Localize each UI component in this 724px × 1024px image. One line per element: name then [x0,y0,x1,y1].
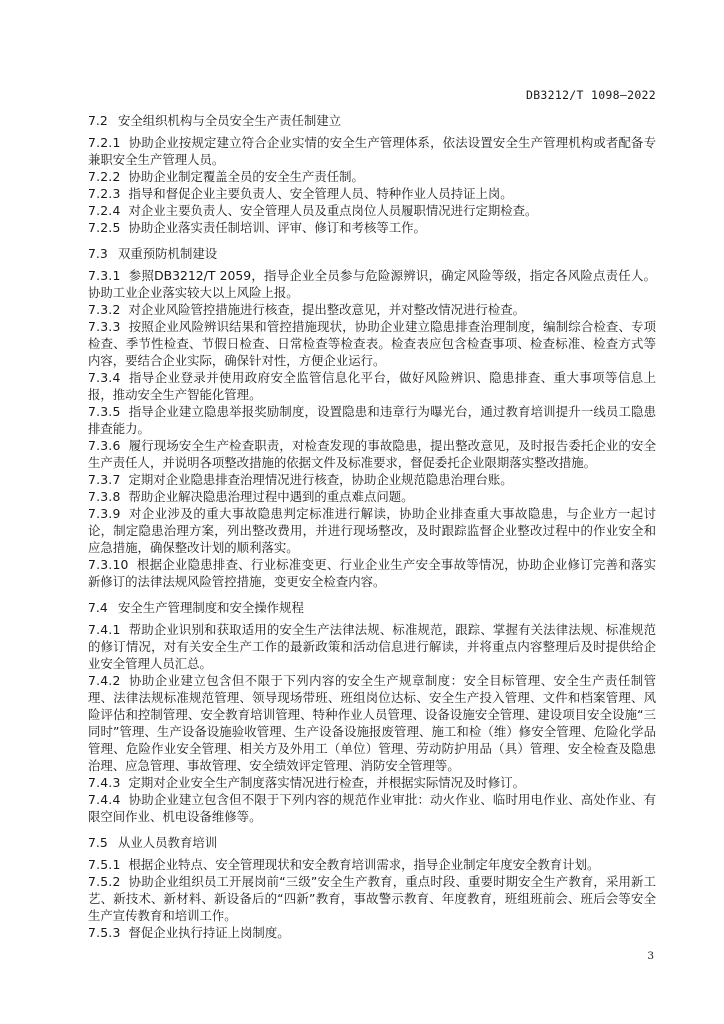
section-heading [88,599,656,616]
clause-text: 按照企业风险辨识结果和管控措施现状，协助企业建立隐患排查治理制度，编制综合检查、专项检查、季节性检查、节假日检查、日常检查等检查表。检查表应包含检查事项、检查标准、检查方式等内容，要结合企业实际，确保针对性，方便企业运行。 [88,319,656,368]
clause-number: 7.5.2 [88,874,121,889]
section-title: 安全组织机构与全员安全生产责任制建立 [118,113,342,128]
section-number: 7.5 [88,835,108,850]
clause-text: 根据企业隐患排查、行业标准变更、行业企业生产安全事故等情况，协助企业修订完善和落实新修订的法律法规风险管控措施，变更安全检查内容。 [88,557,656,589]
document-body [88,108,656,941]
clause [88,471,656,488]
clause [88,437,656,471]
clause-text: 指导企业建立隐患举报奖励制度，设置隐患和违章行为曝光台，通过教育培训提升一线员工隐患排查能力。 [88,404,656,436]
clause-text: 根据企业特点、安全管理现状和安全教育培训需求，指导企业制定年度安全教育计划。 [128,857,600,872]
clause [88,219,656,236]
clause [88,301,656,318]
clause [88,185,656,202]
section-heading [88,112,656,129]
clause-text: 对企业主要负责人、安全管理人员及重点岗位人员履职情况进行定期检查。 [128,203,538,218]
clause-text: 定期对企业安全生产制度落实情况进行检查，并根据实际情况及时修订。 [128,775,526,790]
clause-number: 7.4.2 [88,673,121,688]
clause-text: 督促企业执行持证上岗制度。 [128,925,290,940]
clause-text: 参照DB3212/T 2059，指导企业全员参与危险源辨识，确定风险等级，指定各风险点责任人。协助工业企业落实较大以上风险上报。 [88,268,656,300]
clause [88,856,656,873]
clause-number: 7.5.3 [88,925,121,940]
clause-number: 7.3.8 [88,489,121,504]
clause-number: 7.2.3 [88,186,121,201]
clause-number: 7.3.9 [88,506,121,521]
clause-number: 7.2.1 [88,135,121,150]
clause-number: 7.4.3 [88,775,121,790]
clause-text: 对企业涉及的重大事故隐患判定标准进行解读，协助企业排查重大事故隐患，与企业方一起讨论，制定隐患治理方案，列出整改费用，并进行现场整改，及时跟踪监督企业整改过程中的作业安全和应急措施，确保整改计划的顺利落实。 [88,506,656,555]
clause-number: 7.3.7 [88,472,121,487]
clause-text: 帮助企业识别和获取适用的安全生产法律法规、标准规范，跟踪、掌握有关法律法规、标准规范的修订情况，对有关安全生产工作的最新政策和活动信息进行解读，并将重点内容整理后及时提供给企业安全管理人员汇总。 [88,622,656,671]
page-number: 3 [647,950,654,962]
clause-number: 7.3.6 [88,438,121,453]
clause [88,672,656,774]
clause [88,202,656,219]
section-title: 安全生产管理制度和安全操作规程 [118,600,304,615]
clause-number: 7.4.1 [88,622,121,637]
clause-text: 协助企业组织员工开展岗前“三级”安全生产教育，重点时段、重要时期安全生产教育，采用新工艺、新技术、新材料、新设备后的“四新”教育，事故警示教育、年度教育，班组班前会、班后会等安全生产宣传教育和培训工作。 [88,874,656,923]
clause-text: 协助企业建立包含但不限于下列内容的规范作业审批：动火作业、临时用电作业、高处作业、有限空间作业、机电设备维修等。 [88,792,656,824]
clause [88,556,656,590]
clause-number: 7.2.5 [88,220,121,235]
clause [88,621,656,672]
clause-number: 7.2.2 [88,169,121,184]
clause [88,267,656,301]
clause-number: 7.3.4 [88,370,121,385]
clause-number: 7.3.1 [88,268,121,283]
section-number: 7.3 [88,246,108,261]
clause [88,134,656,168]
clause [88,873,656,924]
clause [88,791,656,825]
clause [88,774,656,791]
clause-number: 7.4.4 [88,792,121,807]
clause-text: 指导企业登录并使用政府安全监管信息化平台，做好风险辨识、隐患排查、重大事项等信息上报，推动安全生产智能化管理。 [88,370,656,402]
clause [88,488,656,505]
clause [88,505,656,556]
document-code: DB3212/T 1098—2022 [525,88,656,102]
clause-number: 7.3.5 [88,404,121,419]
section-title: 双重预防机制建设 [118,246,218,261]
clause [88,369,656,403]
clause [88,924,656,941]
clause [88,318,656,369]
clause-text: 指导和督促企业主要负责人、安全管理人员、特种作业人员持证上岗。 [128,186,513,201]
clause-number: 7.3.10 [88,557,129,572]
clause-text: 帮助企业解决隐患治理过程中遇到的重点难点问题。 [128,489,414,504]
section-number: 7.4 [88,600,108,615]
clause [88,403,656,437]
clause-text: 履行现场安全生产检查职责，对检查发现的事故隐患，提出整改意见，及时报告委托企业的安全生产责任人，并说明各项整改措施的依据文件及标准要求，督促委托企业限期落实整改措施。 [88,438,656,470]
clause-text: 协助企业建立包含但不限于下列内容的安全生产规章制度：安全目标管理、安全生产责任制管理、法律法规标准规范管理、领导现场带班、班组岗位达标、安全生产投入管理、文件和档案管理、风险评估和控制管理、安全教育培训管理、特种作业人员管理、设备设施安全管理、建设项目安全设施“三同时”管理、生产设备设施验收管理、生产设备设施报废管理、施工和检（维）修安全管理、危险化学品管理、危险作业安全管理、相关方及外用工（单位）管理、劳动防护用品（具）管理、安全检查及隐患治理、应急管理、事故管理、安全绩效评定管理、消防安全管理等。 [88,673,656,773]
section-number: 7.2 [88,113,108,128]
clause-number: 7.3.2 [88,302,121,317]
clause-number: 7.2.4 [88,203,121,218]
section-title: 从业人员教育培训 [118,835,218,850]
section-heading [88,245,656,262]
clause-text: 对企业风险管控措施进行核查，提出整改意见，并对整改情况进行检查。 [128,302,526,317]
clause-text: 协助企业按规定建立符合企业实情的安全生产管理体系，依法设置安全生产管理机构或者配备专兼职安全生产管理人员。 [88,135,656,167]
clause-text: 定期对企业隐患排查治理情况进行核查，协助企业规范隐患治理台账。 [128,472,513,487]
section-heading [88,834,656,851]
clause-number: 7.3.3 [88,319,121,334]
clause-number: 7.5.1 [88,857,121,872]
clause-text: 协助企业落实责任制培训、评审、修订和考核等工作。 [128,220,426,235]
clause [88,168,656,185]
clause-text: 协助企业制定覆盖全员的安全生产责任制。 [128,169,364,184]
